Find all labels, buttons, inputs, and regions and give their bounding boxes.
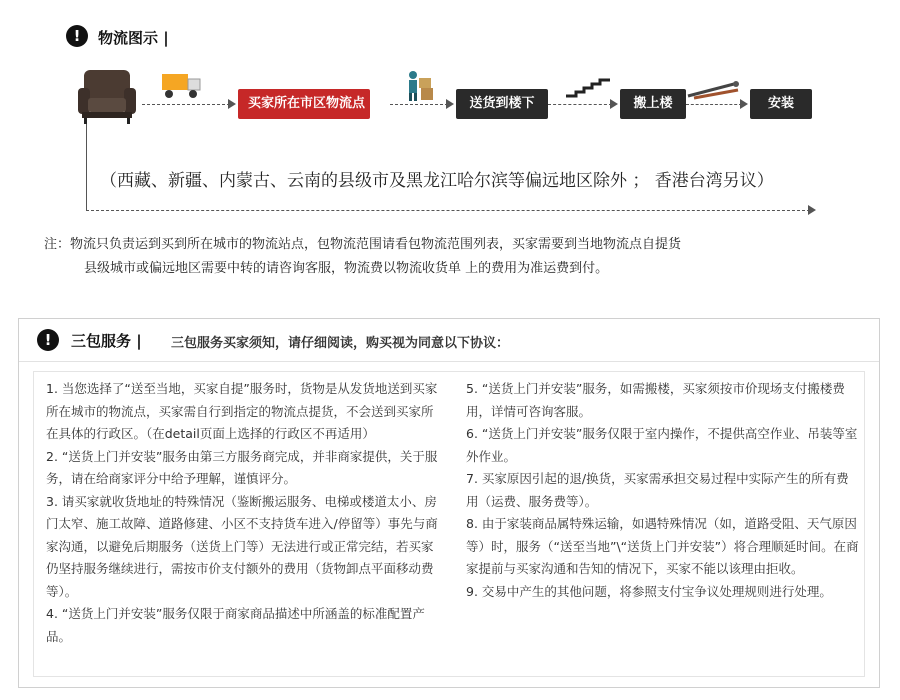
step-install: 安装 — [750, 89, 812, 119]
service-panel — [18, 318, 880, 688]
service-terms-right-column — [466, 378, 861, 603]
service-terms-box — [33, 371, 865, 677]
arrowhead-icon — [446, 99, 454, 109]
flow-vertical-line — [86, 124, 87, 210]
service-term-item: 7. 买家原因引起的退/换货，买家需承担交易过程中实际产生的所有费用（运费、服务费等）。 — [466, 471, 849, 509]
service-term-item: 3. 请买家就收货地址的特殊情况（鉴断搬运服务、电梯或楼道太小、房门太窄、施工故障、道路修建、小区不支持货车进入/停留等）事先与商家沟通，以避免后期服务（送货上门等）无法进行或正常完结，若买家仍坚持服务继续进行，需按市价支付额外的费用（货物卸点平面移动费等）。 — [46, 493, 438, 599]
logistics-title: 物流图示 | — [98, 29, 169, 47]
service-term-item: 9. 交易中产生的其他问题，将参照支付宝争议处理规则进行处理。 — [466, 583, 832, 599]
warning-icon: ! — [66, 25, 88, 47]
connector-arrow — [686, 104, 742, 105]
bottom-connector-arrow — [86, 210, 810, 211]
service-term-item: 4. “送货上门并安装”服务仅限于商家商品描述中所涵盖的标准配置产品。 — [46, 606, 425, 644]
service-term-item: 8. 由于家装商品属特殊运输，如遇特殊情况（如，道路受阻、天气原因等）时，服务（“送至当地”\“送货上门并安装”）将合理顺延时间。在商家提前与买家沟通和告知的情况下，买家不能以该理由拒收。 — [466, 516, 859, 576]
arrowhead-icon — [808, 205, 816, 215]
service-panel-header — [19, 319, 879, 362]
step-carry-upstairs: 搬上楼 — [620, 89, 686, 119]
logistics-note-line-2: 县级城市或偏远地区需要中转的请咨询客服，物流费以物流收货单 上的费用为准运费到付。 — [84, 261, 609, 276]
connector-arrow — [390, 104, 448, 105]
arrowhead-icon — [740, 99, 748, 109]
service-term-item: 5. “送货上门并安装”服务，如需搬楼，买家须按市价现场支付搬楼费用，详情可咨询客服。 — [466, 381, 845, 419]
service-terms-left-column — [46, 378, 441, 648]
exclusion-note: （西藏、新疆、内蒙古、云南的县级市及黑龙江哈尔滨等偏远地区除外 ； 香港台湾另议） — [100, 171, 774, 191]
service-title: 三包服务 | — [71, 332, 142, 350]
service-term-item: 2. “送货上门并安装”服务由第三方服务商完成，并非商家提供，关于服务，请在给商家评分中给予理解，谨慎评分。 — [46, 448, 438, 486]
tools-icon — [686, 80, 742, 100]
connector-arrow — [548, 104, 612, 105]
arrowhead-icon — [610, 99, 618, 109]
arrowhead-icon — [228, 99, 236, 109]
service-term-item: 6. “送货上门并安装”服务仅限于室内操作，不提供高空作业、吊装等室外作业。 — [466, 426, 858, 464]
sofa-icon — [78, 68, 136, 124]
warning-icon: ! — [37, 329, 59, 351]
delivery-person-icon — [404, 70, 436, 102]
truck-icon — [162, 72, 202, 100]
service-term-item: 1. 当您选择了“送至当地，买家自提”服务时，货物是从发货地送到买家所在城市的物流点，买家需自行到指定的物流点提货，不会送到买家所在具体的行政区。（在detail页面上选择的行政区不再适用） — [46, 381, 438, 441]
service-subtitle: 三包服务买家须知，请仔细阅读，购买视为同意以下协议： — [171, 336, 510, 351]
stairs-icon — [566, 78, 610, 98]
step-deliver-downstairs: 送货到楼下 — [456, 89, 548, 119]
logistics-note-line-1: 注：物流只负责运到买到所在城市的物流站点，包物流范围请看包物流范围列表，买家需要到当地物流点自提货 — [44, 237, 682, 252]
connector-arrow — [142, 104, 230, 105]
step-city-logistics-point: 买家所在市区物流点 — [238, 89, 370, 119]
